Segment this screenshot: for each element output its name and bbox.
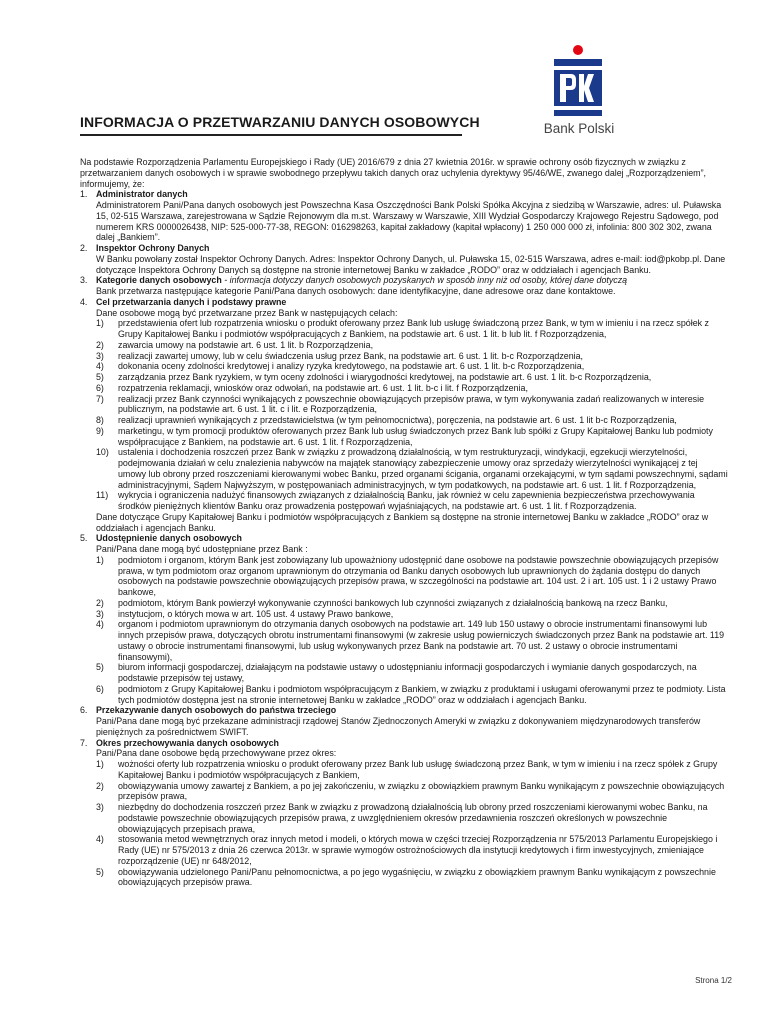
list-item-text: zawarcia umowy na podstawie art. 6 ust. 1 lit. b Rozporządzenia, <box>118 339 374 350</box>
section-number: 6. <box>80 705 88 716</box>
list-item <box>96 426 728 448</box>
title-underline <box>80 134 462 136</box>
list-item <box>96 619 728 662</box>
list-item-text: organom i podmiotom uprawnionym do otrzymania danych osobowych na podstawie art. 149 lub 150 ustawy o obrocie instrumentami finansowymi lub innych przepisów prawa, dotyczących obrotu instrumentami finansowymi (w zakresie usług powierniczych świadczonych przez Bank na podstawie art. 119 ustawy o obrocie instrumentami finansowymi, lub usług wykonywanych przez Bank na podstawie art. 70 ust. 2 ustawy o obrocie instrumentami finansowymi), <box>118 619 725 662</box>
list-item <box>96 394 728 416</box>
retention-list <box>96 759 728 888</box>
section-text: Pani/Pana dane mogą być przekazane administracji rządowej Stanów Zjednoczonych Ameryki w związku z dokonywaniem międzynarodowych transferów pieniężnych za pośrednictwem SWIFT. <box>96 716 701 737</box>
list-item <box>96 609 728 620</box>
list-item <box>96 383 728 394</box>
list-item-text: zarządzania przez Bank ryzykiem, w tym oceny zdolności i wiarygodności kredytowej, na podstawie art. 6 ust. 1 lit. b-c Rozporządzenia, <box>118 372 652 382</box>
pko-logo <box>538 44 618 154</box>
logo-bottom-bar <box>554 110 602 116</box>
list-item <box>96 340 728 351</box>
list-item-text: podmiotom, którym Bank powierzył wykonywanie czynności bankowych lub czynności związanych z działalnością bankową na rzecz Banku, <box>118 597 668 608</box>
section-heading: Cel przetwarzania danych i podstawy prawne <box>96 296 287 307</box>
recipients-list <box>96 555 728 706</box>
list-item <box>96 684 728 706</box>
list-item-number: 2) <box>96 780 104 791</box>
list-item-number: 9) <box>96 425 104 436</box>
list-item-number: 5) <box>96 372 104 382</box>
list-item-number: 7) <box>96 393 104 404</box>
list-item-number: 4) <box>96 834 104 845</box>
section-text: W Banku powołany został Inspektor Ochrony Danych. Adres: Inspektor Ochrony Danych, ul. Puławska 15, 02-515 Warszawa, adres e-mail: iod@pkobp.pl. Dane dotyczące Inspektora Ochrony Danych są dostępne na stronie internetowej Banku w zakładce „RODO” oraz w oddziałach i agencjach Banku. <box>96 253 726 275</box>
list-item <box>96 555 728 598</box>
section-number: 2. <box>80 243 88 253</box>
list-item-number: 11) <box>96 490 109 501</box>
list-item-number: 6) <box>96 683 104 694</box>
section-text: Administratorem Pani/Pana danych osobowych jest Powszechna Kasa Oszczędności Bank Polski Spółka Akcyjna z siedzibą w Warszawie, adres: ul. Puławska 15, 02-515 Warszawa, zarejestrowana w Sądzie Rejonowym dla m.st. Warszawy w Warszawie, XIII Wydział Gospodarczy Krajowego Rejestru Sądowego, pod numerem KRS 0000026438, NIP: 525-000-77-38, REGON: 016298263, kapitał zakładowy (kapitał wpłacony) 1 250 000 000 zł, infolinia: 800 302 302, zwana dalej „Bankiem”. <box>96 200 722 243</box>
list-item <box>96 598 728 609</box>
list-item-text: dokonania oceny zdolności kredytowej i analizy ryzyka kredytowego, na podstawie art. 6 ust. 1 lit. b-c Rozporządzenia, <box>118 361 585 372</box>
section-lead: Dane osobowe mogą być przetwarzane przez Bank w następujących celach: <box>96 307 398 318</box>
list-item <box>96 318 728 340</box>
list-item-number: 1) <box>96 554 104 565</box>
section-third-country <box>80 705 728 737</box>
list-item-text: realizacji uprawnień wynikających z przedstawicielstwa (w tym pełnomocnictwa), poręczenia, na podstawie art. 6 ust. 1 lit b-c Rozporządzenia, <box>118 415 677 425</box>
list-item <box>96 361 728 372</box>
list-item-number: 4) <box>96 361 104 372</box>
logo-red-dot <box>573 45 583 55</box>
list-item <box>96 372 728 383</box>
list-item-text: wożności oferty lub rozpatrzenia wniosku o produkt oferowany przez Bank lub usługę świadczoną przez Bank, w tym w imieniu i na rzecz spółek z Grupy Kapitałowej Banku i podmiotów współpracujących z Bankiem, <box>118 759 718 780</box>
list-item-text: biurom informacji gospodarczej, działającym na podstawie ustawy o udostępnianiu informacji gospodarczych i wymianie danych gospodarczych, na podstawie przepisów tej ustawy, <box>118 662 697 683</box>
logo-top-bar <box>554 59 602 66</box>
section-administrator <box>80 189 728 243</box>
list-item <box>96 802 728 834</box>
section-iod <box>80 243 728 275</box>
list-item <box>96 351 728 362</box>
document-body <box>80 157 728 888</box>
section-heading: Administrator danych <box>96 189 188 200</box>
list-item <box>96 834 728 866</box>
list-item-number: 6) <box>96 382 104 393</box>
list-item-text: marketingu, w tym promocji produktów oferowanych przez Bank lub usług świadczonych przez Bank lub spółki z Grupy Kapitałowej Banku lub podmioty współpracujące z Bankiem, na podstawie art. 6 ust. 1 lit. f Rozporządzenia, <box>118 425 713 447</box>
section-heading: Udostępnienie danych osobowych <box>96 533 242 544</box>
list-item-text: podmiotom z Grupy Kapitałowej Banku i podmiotom współpracującym z Bankiem, w związku z produktami i usługami oferowanymi przez te podmioty. Lista tych podmiotów dostępna jest na stronie internetowej Banku w zakładce „RODO” oraz w oddziałach i agencjach Banku. <box>118 683 726 705</box>
list-item-text: podmiotom i organom, którym Bank jest zobowiązany lub upoważniony udostępnić dane osobowe na podstawie powszechnie obowiązujących przepisów prawa, w tym podmiotom oraz organom uprawnionym do otrzymania od Banku danych osobowych lub uprawnionych do żądania dostępu do danych osobowych na podstawie powszechnie obowiązujących przepisów prawa, w szczególności na podstawie art. 104 ust. 2 i art. 105 ust. 1 i 2 ustawy Prawo bankowe, <box>118 554 719 597</box>
list-item <box>96 662 728 684</box>
list-item-number: 5) <box>96 866 104 877</box>
list-item-number: 8) <box>96 415 104 425</box>
bank-name: Bank Polski <box>543 121 615 136</box>
section-lead: Pani/Pana dane osobowe będą przechowywane przez okres: <box>96 748 337 759</box>
list-item-text: ustalenia i dochodzenia roszczeń przez Bank w związku z prowadzoną działalnością, w tym restrukturyzacji, windykacji, egzekucji wierzytelności, podejmowania działań w celu znalezienia nabywców na majątek stanowiący zabezpieczenie umowy oraz sprzedaży wierzytelności wynikającej z tej umowy lub obrony przed roszczeniami kierowanymi wobec Banku, przed organami ścigania, organami orzekającymi, w tym sądami powszechnymi, sądami administracyjnymi, Sądem Najwyższym, w postępowaniach administracyjnych, w tym podatkowych, na podstawie art. 6 ust. 1 lit. f Rozporządzenia, <box>118 447 728 490</box>
list-item-number: 3) <box>96 802 104 812</box>
section-tail: Dane dotyczące Grupy Kapitałowej Banku i podmiotów współpracujących z Bankiem są dostępne na stronie internetowej Banku w zakładce „RODO” oraz w oddziałach i agencjach Banku. <box>96 511 709 533</box>
list-item-text: realizacji zawartej umowy, lub w celu świadczenia usług przez Bank, na podstawie art. 6 ust. 1 lit. b-c Rozporządzenia, <box>118 350 584 361</box>
list-item-text: obowiązywania umowy zawartej z Bankiem, a po jej zakończeniu, w związku z obowiązkiem prawnym Banku wynikającym z powszechnie obowiązujących przepisów prawa, <box>118 780 725 802</box>
section-number: 1. <box>80 189 88 200</box>
list-item <box>96 781 728 803</box>
section-heading: Inspektor Ochrony Danych <box>96 243 210 253</box>
list-item-text: niezbędny do dochodzenia roszczeń przez Bank w związku z prowadzoną działalnością lub obrony przed roszczeniami kierowanymi wobec Banku, na podstawie powszechnie obowiązujących przepisów prawa, z uwzględnieniem okresów przedawnienia roszczeń określonych w powszechnie obowiązujących przepisach prawa, <box>118 802 708 834</box>
list-item-text: przedstawienia ofert lub rozpatrzenia wniosku o produkt oferowany przez Bank lub usługę świadczoną przez Bank, w tym w imieniu i na rzecz spółek z Grupy Kapitałowej Banku i podmiotów współpracujących z Bankiem, na podstawie art. 6 ust. 1 lit. b lub lit. f Rozporządzenia, <box>118 318 709 339</box>
section-heading-text: Kategorie danych osobowych <box>96 275 222 286</box>
section-text: Bank przetwarza następujące kategorie Pani/Pana danych osobowych: dane identyfikacyjne, dane adresowe oraz dane kontaktowe. <box>96 286 616 296</box>
section-heading <box>96 275 728 286</box>
logo-body <box>554 70 602 106</box>
section-heading: Okres przechowywania danych osobowych <box>96 737 279 748</box>
section-retention <box>80 738 728 889</box>
list-item <box>96 447 728 490</box>
section-categories <box>80 275 728 297</box>
section-number: 7. <box>80 737 88 748</box>
list-item-text: instytucjom, o których mowa w art. 105 ust. 4 ustawy Prawo bankowe, <box>118 608 394 619</box>
purposes-list <box>96 318 728 512</box>
list-item-number: 2) <box>96 339 104 350</box>
section-heading-note: - informacja dotyczy danych osobowych pozyskanych w sposób inny niż od osoby, której dane dotyczą <box>221 275 628 286</box>
list-item-number: 4) <box>96 619 104 630</box>
list-item <box>96 867 728 889</box>
list-item <box>96 490 728 512</box>
list-item-text: stosowania metod wewnętrznych oraz innych metod i modeli, o których mowa w części trzeciej Rozporządzenia nr 575/2013 Parlamentu Europejskiego i Rady (UE) nr 575/2013 z dnia 26 czerwca 2013r. w sprawie wymogów ostrożnościowych dla instytucji kredytowych i firm inwestycyjnych, zmieniające rozporządzenie (UE) nr 648/2012, <box>118 834 718 866</box>
list-item <box>96 759 728 781</box>
list-item <box>96 415 728 426</box>
section-number: 3. <box>80 275 88 286</box>
section-purposes <box>80 297 728 534</box>
list-item-text: wykrycia i ograniczenia nadużyć finansowych związanych z działalnością Banku, jak również w celu zapewnienia bezpieczeństwa przechowywania środków pieniężnych klientów Banku oraz prowadzenia postępowań wyjaśniających, na podstawie art. 6 ust. 1 lit. f Rozporządzenia. <box>118 490 695 511</box>
list-item-number: 5) <box>96 662 104 673</box>
logo-text: PKO <box>576 98 580 99</box>
list-item-text: realizacji przez Bank czynności wynikających z powszechnie obowiązujących przepisów prawa, w tym wykonywania zadań realizowanych w interesie publicznym, na podstawie art. 6 ust. 1 lit. c i lit. e Rozporządzenia, <box>118 393 705 415</box>
list-item-number: 10) <box>96 447 109 458</box>
section-sharing <box>80 533 728 705</box>
page-title: INFORMACJA O PRZETWARZANIU DANYCH OSOBOWYCH <box>80 114 480 130</box>
section-lead: Pani/Pana dane mogą być udostępniane przez Bank : <box>96 544 308 554</box>
list-item-number: 3) <box>96 608 104 619</box>
page-number: Strona 1/2 <box>695 976 732 985</box>
list-item-text: rozpatrzenia reklamacji, wniosków oraz odwołań, na podstawie art. 6 ust. 1 lit. b-c i lit. f Rozporządzenia, <box>118 382 528 393</box>
list-item-number: 2) <box>96 597 104 608</box>
section-number: 5. <box>80 533 88 544</box>
intro-paragraph: Na podstawie Rozporządzenia Parlamentu Europejskiego i Rady (UE) 2016/679 z dnia 27 kwietnia 2016r. w sprawie ochrony osób fizycznych w związku z przetwarzaniem danych osobowych i w sprawie swobodnego przepływu takich danych oraz uchylenia dyrektywy 95/46/WE, zwanego dalej „Rozporządzeniem”, informujemy, że: <box>80 157 706 189</box>
list-item-number: 1) <box>96 759 104 769</box>
list-item-text: obowiązywania udzielonego Pani/Panu pełnomocnictwa, a po jego wygaśnięciu, w związku z obowiązkiem prawnym Banku wynikającym z powszechnie obowiązujących przepisów prawa. <box>118 866 716 888</box>
section-number: 4. <box>80 296 88 307</box>
list-item-number: 3) <box>96 350 104 361</box>
list-item-number: 1) <box>96 318 104 329</box>
section-heading: Przekazywanie danych osobowych do państwa trzeciego <box>96 705 337 716</box>
